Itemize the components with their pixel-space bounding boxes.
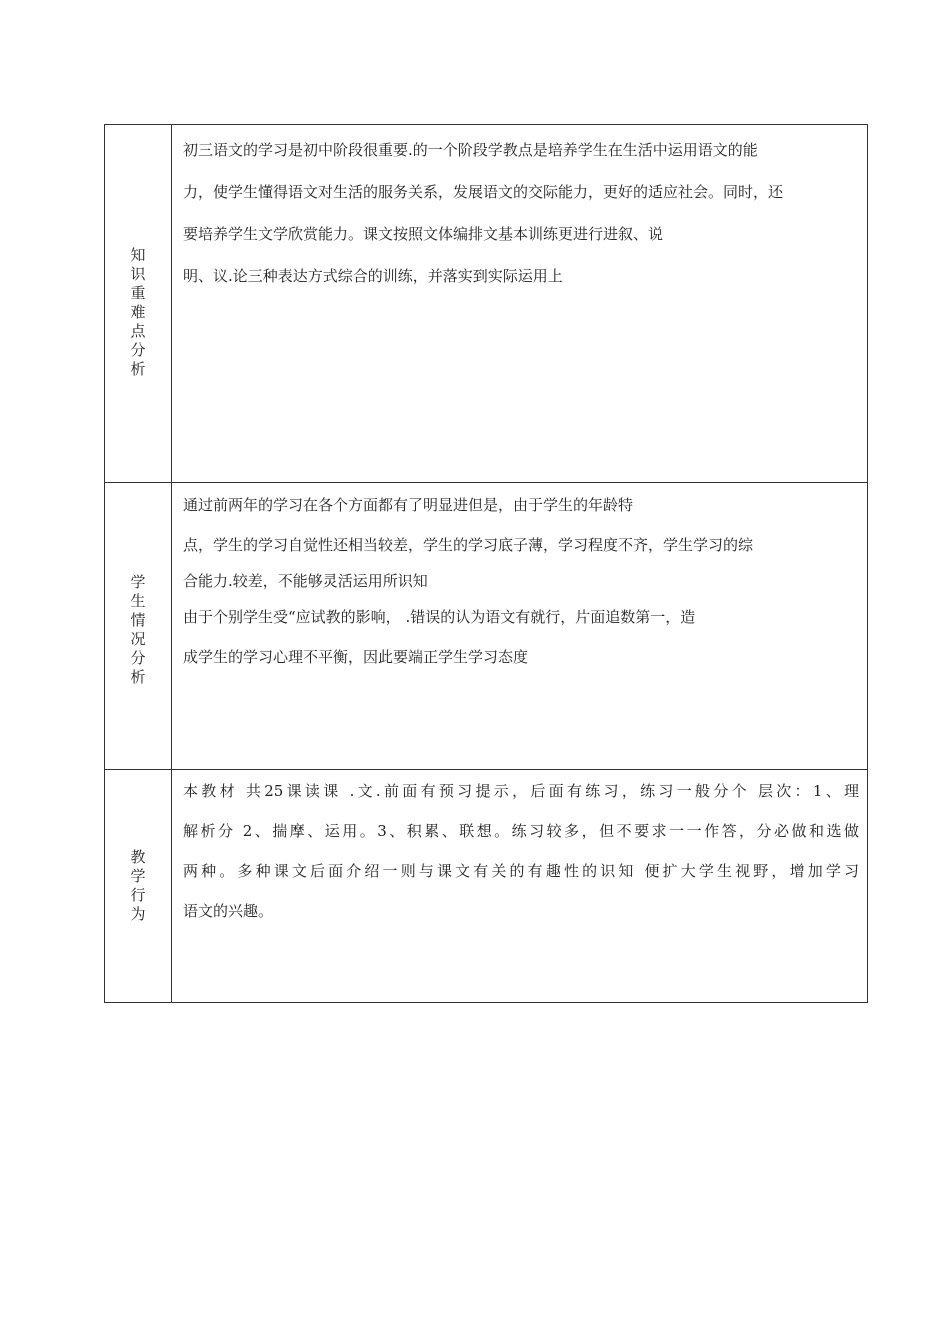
section-content-cell <box>172 770 868 1003</box>
content-line: 通过前两年的学习在各个方面都有了明显进但是，由于学生的年龄特 <box>183 496 634 514</box>
content-line: 明、议.论三种表达方式综合的训练，并落实到实际运用上 <box>183 267 563 285</box>
section-label-cell <box>105 770 172 1003</box>
section-label-cell <box>105 125 172 483</box>
section-row-knowledge <box>105 125 868 483</box>
section-label-cell <box>105 483 172 770</box>
content-line: 解析分 2、揣摩、运用。3、积累、联想。练习较多，但不要求一一作答，分必做和选做 <box>183 822 859 840</box>
section-content-cell <box>172 483 868 770</box>
content-line: 成学生的学习心理不平衡，因此要端正学生学习态度 <box>183 648 529 666</box>
lesson-analysis-table <box>104 124 868 1003</box>
content-line: 力，使学生懂得语文对生活的服务关系，发展语文的交际能力，更好的适应社会。同时，还 <box>183 183 784 201</box>
section-row-students <box>105 483 868 770</box>
content-line: 本教材 共25课读课 .文.前面有预习提示，后面有练习，练习一般分个 层次：1、理 <box>183 782 859 800</box>
content-line: 由于个别学生受“应试教的影响， .错误的认为语文有就行，片面追数第一，造 <box>183 608 696 626</box>
section-label: 知识重难点分析 <box>130 246 146 378</box>
content-line: 两种。多种课文后面介绍一则与课文有关的有趣性的识知 便扩大学生视野，增加学习 <box>183 862 859 880</box>
section-row-teaching <box>105 770 868 1003</box>
section-label: 学生情况分析 <box>130 573 146 686</box>
section-label: 教学行为 <box>130 848 146 923</box>
content-line: 初三语文的学习是初中阶段很重要.的一个阶段学教点是培养学生在生活中运用语文的能 <box>183 141 758 159</box>
content-line: 点，学生的学习自觉性还相当较差，学生的学习底子薄，学习程度不齐，学生学习的综 <box>183 536 754 554</box>
content-line: 语文的兴趣。 <box>183 902 274 920</box>
content-line: 合能力.较差，不能够灵活运用所识知 <box>183 572 428 590</box>
section-content-cell <box>172 125 868 483</box>
content-line: 要培养学生文学欣赏能力。课文按照文体编排文基本训练更进行进叙、说 <box>183 225 664 243</box>
